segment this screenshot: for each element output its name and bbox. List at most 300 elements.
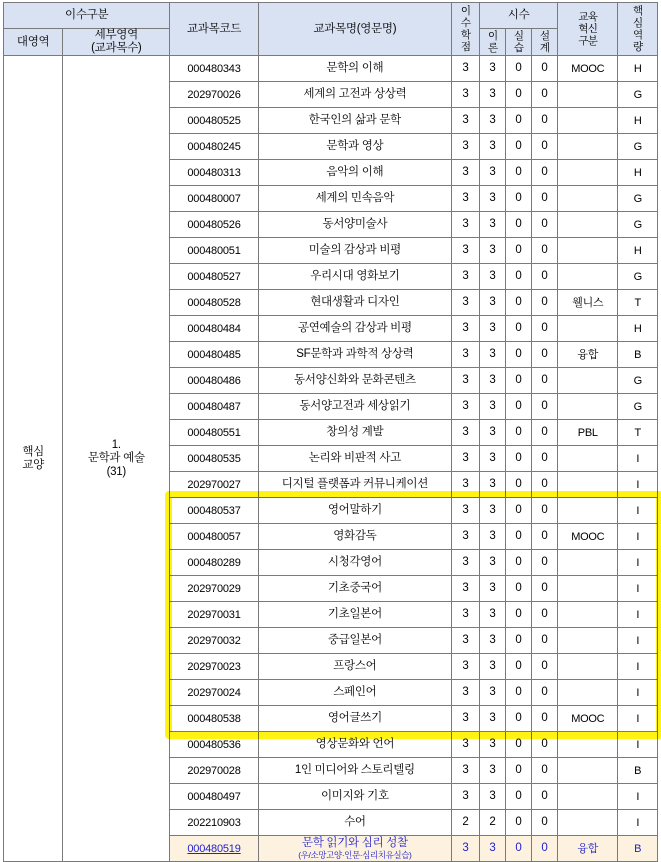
cell-credit: 3: [452, 264, 480, 290]
cell-course-code[interactable]: 000480519: [170, 836, 258, 862]
cell-theory-hours: 3: [480, 446, 506, 472]
cell-course-name: [258, 706, 451, 732]
header-sub-area: 세부영역 (교과목수): [63, 29, 170, 56]
cell-credit: 3: [452, 342, 480, 368]
cell-course-name: [258, 602, 451, 628]
cell-credit: 3: [452, 628, 480, 654]
cell-course-code[interactable]: 000480526: [170, 212, 258, 238]
cell-course-name: [258, 56, 451, 82]
cell-core-competency: B: [618, 758, 658, 784]
course-name-text: 동서양고전과 세상읽기: [299, 400, 411, 413]
cell-course-code[interactable]: 000480527: [170, 264, 258, 290]
cell-edu-innovation: [558, 498, 618, 524]
cell-practice-hours: 0: [506, 602, 532, 628]
cell-credit: 3: [452, 758, 480, 784]
cell-core-competency: I: [618, 732, 658, 758]
cell-edu-innovation: 융합: [558, 342, 618, 368]
cell-course-name: [258, 394, 451, 420]
cell-edu-innovation: [558, 550, 618, 576]
header-practice: 실 습: [506, 29, 532, 56]
cell-course-code[interactable]: 000480486: [170, 368, 258, 394]
course-name-text: 영상문화와 언어: [315, 738, 395, 751]
cell-edu-innovation: [558, 472, 618, 498]
cell-edu-innovation: [558, 238, 618, 264]
cell-practice-hours: 0: [506, 784, 532, 810]
cell-credit: 3: [452, 498, 480, 524]
cell-practice-hours: 0: [506, 394, 532, 420]
cell-course-code[interactable]: 202970023: [170, 654, 258, 680]
course-name-text: 기초일본어: [327, 608, 382, 621]
course-name-text: 수어: [344, 816, 366, 829]
cell-course-code[interactable]: 000480485: [170, 342, 258, 368]
cell-credit: 3: [452, 56, 480, 82]
cell-theory-hours: 3: [480, 628, 506, 654]
course-name-text: 시청각영어: [327, 556, 382, 569]
cell-core-competency: I: [618, 498, 658, 524]
cell-course-name: [258, 342, 451, 368]
cell-practice-hours: 0: [506, 290, 532, 316]
course-name-text: 한국인의 삶과 문학: [308, 114, 401, 127]
cell-practice-hours: 0: [506, 368, 532, 394]
cell-design-hours: 0: [532, 342, 558, 368]
cell-theory-hours: 3: [480, 654, 506, 680]
cell-practice-hours: 0: [506, 732, 532, 758]
cell-course-name: [258, 290, 451, 316]
cell-theory-hours: 3: [480, 238, 506, 264]
cell-credit: 3: [452, 654, 480, 680]
course-name-text: 동서양미술사: [322, 218, 388, 231]
cell-course-code[interactable]: 000480343: [170, 56, 258, 82]
cell-course-name: [258, 238, 451, 264]
cell-edu-innovation: [558, 212, 618, 238]
cell-course-name: [258, 316, 451, 342]
cell-credit: 3: [452, 160, 480, 186]
cell-credit: 3: [452, 368, 480, 394]
cell-edu-innovation: 웰니스: [558, 290, 618, 316]
category-sub-line2: 문학과 예술: [87, 452, 145, 465]
cell-edu-innovation: 융합: [558, 836, 618, 862]
course-name-text: 공연예술의 감상과 비평: [297, 322, 412, 335]
cell-course-code[interactable]: 202970028: [170, 758, 258, 784]
cell-practice-hours: 0: [506, 680, 532, 706]
cell-credit: 3: [452, 524, 480, 550]
cell-core-competency: I: [618, 602, 658, 628]
cell-edu-innovation: [558, 264, 618, 290]
cell-course-name: [258, 784, 451, 810]
cell-course-code[interactable]: 000480289: [170, 550, 258, 576]
cell-course-name: [258, 134, 451, 160]
cell-credit: 3: [452, 836, 480, 862]
cell-core-competency: I: [618, 524, 658, 550]
cell-theory-hours: 3: [480, 56, 506, 82]
cell-credit: 3: [452, 784, 480, 810]
cell-design-hours: 0: [532, 810, 558, 836]
cell-design-hours: 0: [532, 446, 558, 472]
cell-course-name: [258, 628, 451, 654]
cell-core-competency: I: [618, 654, 658, 680]
cell-core-competency: I: [618, 472, 658, 498]
cell-course-code[interactable]: 202970026: [170, 82, 258, 108]
cell-design-hours: 0: [532, 82, 558, 108]
cell-practice-hours: 0: [506, 576, 532, 602]
cell-theory-hours: 3: [480, 680, 506, 706]
cell-theory-hours: 3: [480, 134, 506, 160]
cell-edu-innovation: [558, 732, 618, 758]
course-name-text: 이미지와 기호: [321, 790, 389, 803]
cell-core-competency: G: [618, 186, 658, 212]
cell-core-competency: I: [618, 680, 658, 706]
course-name-text: 우리시대 영화보기: [310, 270, 400, 283]
cell-course-name: [258, 836, 451, 862]
cell-edu-innovation: [558, 394, 618, 420]
cell-theory-hours: 3: [480, 160, 506, 186]
cell-design-hours: 0: [532, 836, 558, 862]
cell-credit: 3: [452, 680, 480, 706]
cell-design-hours: 0: [532, 238, 558, 264]
course-name-text: 창의성 계발: [326, 426, 384, 439]
cell-course-code[interactable]: 000480535: [170, 446, 258, 472]
cell-practice-hours: 0: [506, 238, 532, 264]
cell-design-hours: 0: [532, 706, 558, 732]
cell-core-competency: I: [618, 576, 658, 602]
cell-edu-innovation: [558, 108, 618, 134]
header-course-code: 교과목코드: [170, 3, 258, 56]
header-hours: 시수: [480, 3, 558, 29]
cell-practice-hours: 0: [506, 134, 532, 160]
cell-design-hours: 0: [532, 472, 558, 498]
cell-course-name: [258, 524, 451, 550]
cell-edu-innovation: [558, 160, 618, 186]
cell-practice-hours: 0: [506, 212, 532, 238]
course-name-subtext: (우/소망고양·인문·심리치유실습): [298, 850, 412, 861]
cell-credit: 3: [452, 82, 480, 108]
cell-edu-innovation: MOOC: [558, 524, 618, 550]
table-row[interactable]: [4, 56, 658, 82]
cell-theory-hours: 3: [480, 706, 506, 732]
header-theory: 이 론: [480, 29, 506, 56]
course-name-text: 영어글쓰기: [327, 712, 382, 725]
cell-credit: 3: [452, 212, 480, 238]
cell-theory-hours: 3: [480, 758, 506, 784]
cell-practice-hours: 0: [506, 524, 532, 550]
cell-core-competency: H: [618, 238, 658, 264]
cell-theory-hours: 3: [480, 602, 506, 628]
cell-practice-hours: 0: [506, 446, 532, 472]
category-sub-line1: 1.: [111, 439, 121, 452]
cell-credit: 3: [452, 576, 480, 602]
category-sub-area: [63, 56, 170, 862]
cell-edu-innovation: [558, 316, 618, 342]
cell-core-competency: I: [618, 706, 658, 732]
cell-design-hours: 0: [532, 186, 558, 212]
course-name-text: 동서양신화와 문화콘텐츠: [293, 374, 416, 387]
header-edu-innovation: 교육 혁신 구분: [558, 3, 618, 56]
course-name-text: 문학의 이해: [326, 62, 384, 75]
cell-edu-innovation: [558, 654, 618, 680]
cell-theory-hours: 3: [480, 784, 506, 810]
cell-design-hours: 0: [532, 420, 558, 446]
cell-design-hours: 0: [532, 576, 558, 602]
cell-credit: 3: [452, 134, 480, 160]
cell-edu-innovation: PBL: [558, 420, 618, 446]
cell-theory-hours: 3: [480, 576, 506, 602]
cell-course-code[interactable]: 000480528: [170, 290, 258, 316]
cell-theory-hours: 3: [480, 368, 506, 394]
cell-credit: 3: [452, 420, 480, 446]
category-sub-line3: (31): [106, 465, 126, 478]
course-name-text: 세계의 민속음악: [315, 192, 395, 205]
cell-design-hours: 0: [532, 290, 558, 316]
header-course-name: 교과목명(영문명): [258, 3, 451, 56]
cell-theory-hours: 3: [480, 498, 506, 524]
cell-core-competency: I: [618, 550, 658, 576]
cell-theory-hours: 3: [480, 342, 506, 368]
cell-practice-hours: 0: [506, 82, 532, 108]
cell-course-code[interactable]: 000480497: [170, 784, 258, 810]
cell-design-hours: 0: [532, 784, 558, 810]
cell-design-hours: 0: [532, 628, 558, 654]
cell-credit: 3: [452, 108, 480, 134]
course-name-text: 음악의 이해: [326, 166, 384, 179]
category-major-line2: 교양: [22, 458, 44, 471]
category-major-area: [4, 56, 63, 862]
cell-practice-hours: 0: [506, 56, 532, 82]
cell-edu-innovation: [558, 576, 618, 602]
cell-design-hours: 0: [532, 758, 558, 784]
cell-course-code[interactable]: 202970027: [170, 472, 258, 498]
cell-course-name: [258, 108, 451, 134]
cell-core-competency: G: [618, 134, 658, 160]
cell-theory-hours: 3: [480, 108, 506, 134]
cell-theory-hours: 3: [480, 472, 506, 498]
cell-course-name: [258, 498, 451, 524]
cell-edu-innovation: [558, 680, 618, 706]
course-name-text: 영어말하기: [327, 504, 382, 517]
cell-theory-hours: 3: [480, 524, 506, 550]
cell-course-code[interactable]: 000480536: [170, 732, 258, 758]
cell-theory-hours: 2: [480, 810, 506, 836]
cell-course-name: [258, 160, 451, 186]
cell-theory-hours: 3: [480, 290, 506, 316]
cell-course-code[interactable]: 000480245: [170, 134, 258, 160]
cell-core-competency: I: [618, 446, 658, 472]
cell-core-competency: G: [618, 394, 658, 420]
cell-theory-hours: 3: [480, 186, 506, 212]
cell-edu-innovation: MOOC: [558, 706, 618, 732]
cell-course-name: [258, 732, 451, 758]
cell-credit: 3: [452, 602, 480, 628]
cell-design-hours: 0: [532, 108, 558, 134]
cell-design-hours: 0: [532, 368, 558, 394]
cell-theory-hours: 3: [480, 732, 506, 758]
cell-practice-hours: 0: [506, 836, 532, 862]
table-header: [4, 3, 658, 56]
cell-design-hours: 0: [532, 498, 558, 524]
cell-theory-hours: 3: [480, 836, 506, 862]
course-name-text: 1인 미디어와 스토리텔링: [294, 764, 415, 777]
cell-course-code[interactable]: 202970029: [170, 576, 258, 602]
cell-course-name: [258, 368, 451, 394]
cell-core-competency: G: [618, 212, 658, 238]
course-name-text: 디지털 플랫폼과 커뮤니케이션: [281, 478, 429, 491]
cell-course-code[interactable]: 000480057: [170, 524, 258, 550]
cell-course-name: [258, 680, 451, 706]
cell-edu-innovation: [558, 82, 618, 108]
cell-practice-hours: 0: [506, 316, 532, 342]
cell-credit: 3: [452, 472, 480, 498]
cell-credit: 3: [452, 316, 480, 342]
cell-practice-hours: 0: [506, 264, 532, 290]
cell-practice-hours: 0: [506, 654, 532, 680]
cell-core-competency: B: [618, 836, 658, 862]
category-major-line1: 핵심: [22, 445, 44, 458]
cell-course-code[interactable]: 202970032: [170, 628, 258, 654]
cell-theory-hours: 3: [480, 212, 506, 238]
cell-core-competency: T: [618, 290, 658, 316]
cell-design-hours: 0: [532, 732, 558, 758]
cell-design-hours: 0: [532, 56, 558, 82]
cell-core-competency: H: [618, 316, 658, 342]
cell-edu-innovation: [558, 758, 618, 784]
cell-core-competency: H: [618, 160, 658, 186]
cell-course-code[interactable]: 000480525: [170, 108, 258, 134]
cell-course-code[interactable]: 000480487: [170, 394, 258, 420]
cell-theory-hours: 3: [480, 316, 506, 342]
cell-core-competency: I: [618, 784, 658, 810]
cell-edu-innovation: [558, 628, 618, 654]
course-name-text: 논리와 비판적 사고: [308, 452, 401, 465]
cell-credit: 2: [452, 810, 480, 836]
cell-design-hours: 0: [532, 550, 558, 576]
cell-course-name: [258, 264, 451, 290]
cell-course-name: [258, 82, 451, 108]
cell-course-name: [258, 472, 451, 498]
cell-credit: 3: [452, 238, 480, 264]
cell-theory-hours: 3: [480, 550, 506, 576]
course-name-text: 중급일본어: [327, 634, 382, 647]
cell-credit: 3: [452, 186, 480, 212]
cell-practice-hours: 0: [506, 160, 532, 186]
header-row-1: [4, 3, 658, 29]
cell-theory-hours: 3: [480, 82, 506, 108]
cell-course-code[interactable]: 000480051: [170, 238, 258, 264]
course-name-text: 문학 읽기와 심리 성찰: [301, 836, 408, 849]
cell-theory-hours: 3: [480, 420, 506, 446]
cell-credit: 3: [452, 732, 480, 758]
cell-design-hours: 0: [532, 680, 558, 706]
cell-course-name: [258, 186, 451, 212]
cell-design-hours: 0: [532, 212, 558, 238]
cell-edu-innovation: [558, 368, 618, 394]
cell-credit: 3: [452, 446, 480, 472]
cell-course-name: [258, 654, 451, 680]
cell-practice-hours: 0: [506, 810, 532, 836]
cell-credit: 3: [452, 706, 480, 732]
header-credit: 이 수 학 점: [452, 3, 480, 56]
cell-core-competency: G: [618, 368, 658, 394]
table-body: [4, 56, 658, 862]
cell-course-code[interactable]: 000480313: [170, 160, 258, 186]
cell-edu-innovation: [558, 784, 618, 810]
header-major-area: 대영역: [4, 29, 63, 56]
cell-course-code[interactable]: 202970024: [170, 680, 258, 706]
course-name-text: SF문학과 과학적 상상력: [296, 348, 414, 361]
cell-design-hours: 0: [532, 602, 558, 628]
cell-practice-hours: 0: [506, 628, 532, 654]
cell-course-code[interactable]: 000480484: [170, 316, 258, 342]
course-name-text: 현대생활과 디자인: [310, 296, 400, 309]
cell-design-hours: 0: [532, 160, 558, 186]
cell-design-hours: 0: [532, 524, 558, 550]
cell-theory-hours: 3: [480, 264, 506, 290]
cell-course-code[interactable]: 000480537: [170, 498, 258, 524]
cell-design-hours: 0: [532, 654, 558, 680]
cell-course-name: [258, 446, 451, 472]
cell-edu-innovation: [558, 134, 618, 160]
cell-design-hours: 0: [532, 264, 558, 290]
cell-credit: 3: [452, 550, 480, 576]
cell-course-name: [258, 212, 451, 238]
cell-core-competency: H: [618, 108, 658, 134]
course-name-text: 문학과 영상: [326, 140, 384, 153]
cell-course-code[interactable]: 202210903: [170, 810, 258, 836]
cell-practice-hours: 0: [506, 186, 532, 212]
cell-credit: 3: [452, 394, 480, 420]
cell-core-competency: I: [618, 810, 658, 836]
cell-core-competency: G: [618, 264, 658, 290]
cell-course-code[interactable]: 000480551: [170, 420, 258, 446]
cell-core-competency: I: [618, 628, 658, 654]
cell-core-competency: T: [618, 420, 658, 446]
header-design: 설 계: [532, 29, 558, 56]
cell-practice-hours: 0: [506, 706, 532, 732]
course-name-text: 스페인어: [333, 686, 377, 699]
course-name-text: 영화감독: [333, 530, 377, 543]
cell-course-code[interactable]: 202970031: [170, 602, 258, 628]
cell-core-competency: G: [618, 82, 658, 108]
cell-edu-innovation: [558, 602, 618, 628]
cell-core-competency: B: [618, 342, 658, 368]
cell-design-hours: 0: [532, 316, 558, 342]
header-group-isugubun: 이수구분: [4, 3, 170, 29]
cell-credit: 3: [452, 290, 480, 316]
cell-practice-hours: 0: [506, 472, 532, 498]
cell-practice-hours: 0: [506, 550, 532, 576]
cell-course-name: [258, 420, 451, 446]
cell-edu-innovation: [558, 810, 618, 836]
cell-design-hours: 0: [532, 134, 558, 160]
cell-edu-innovation: [558, 186, 618, 212]
cell-design-hours: 0: [532, 394, 558, 420]
cell-edu-innovation: MOOC: [558, 56, 618, 82]
cell-practice-hours: 0: [506, 342, 532, 368]
cell-course-name: [258, 758, 451, 784]
cell-course-code[interactable]: 000480538: [170, 706, 258, 732]
cell-edu-innovation: [558, 446, 618, 472]
course-table: [3, 2, 658, 862]
cell-practice-hours: 0: [506, 420, 532, 446]
cell-practice-hours: 0: [506, 108, 532, 134]
course-name-text: 세계의 고전과 상상력: [303, 88, 407, 101]
cell-course-code[interactable]: 000480007: [170, 186, 258, 212]
cell-practice-hours: 0: [506, 758, 532, 784]
cell-course-name: [258, 576, 451, 602]
cell-core-competency: H: [618, 56, 658, 82]
header-core-competency: 핵 심 역 량: [618, 3, 658, 56]
cell-course-name: [258, 550, 451, 576]
cell-course-name: [258, 810, 451, 836]
cell-practice-hours: 0: [506, 498, 532, 524]
